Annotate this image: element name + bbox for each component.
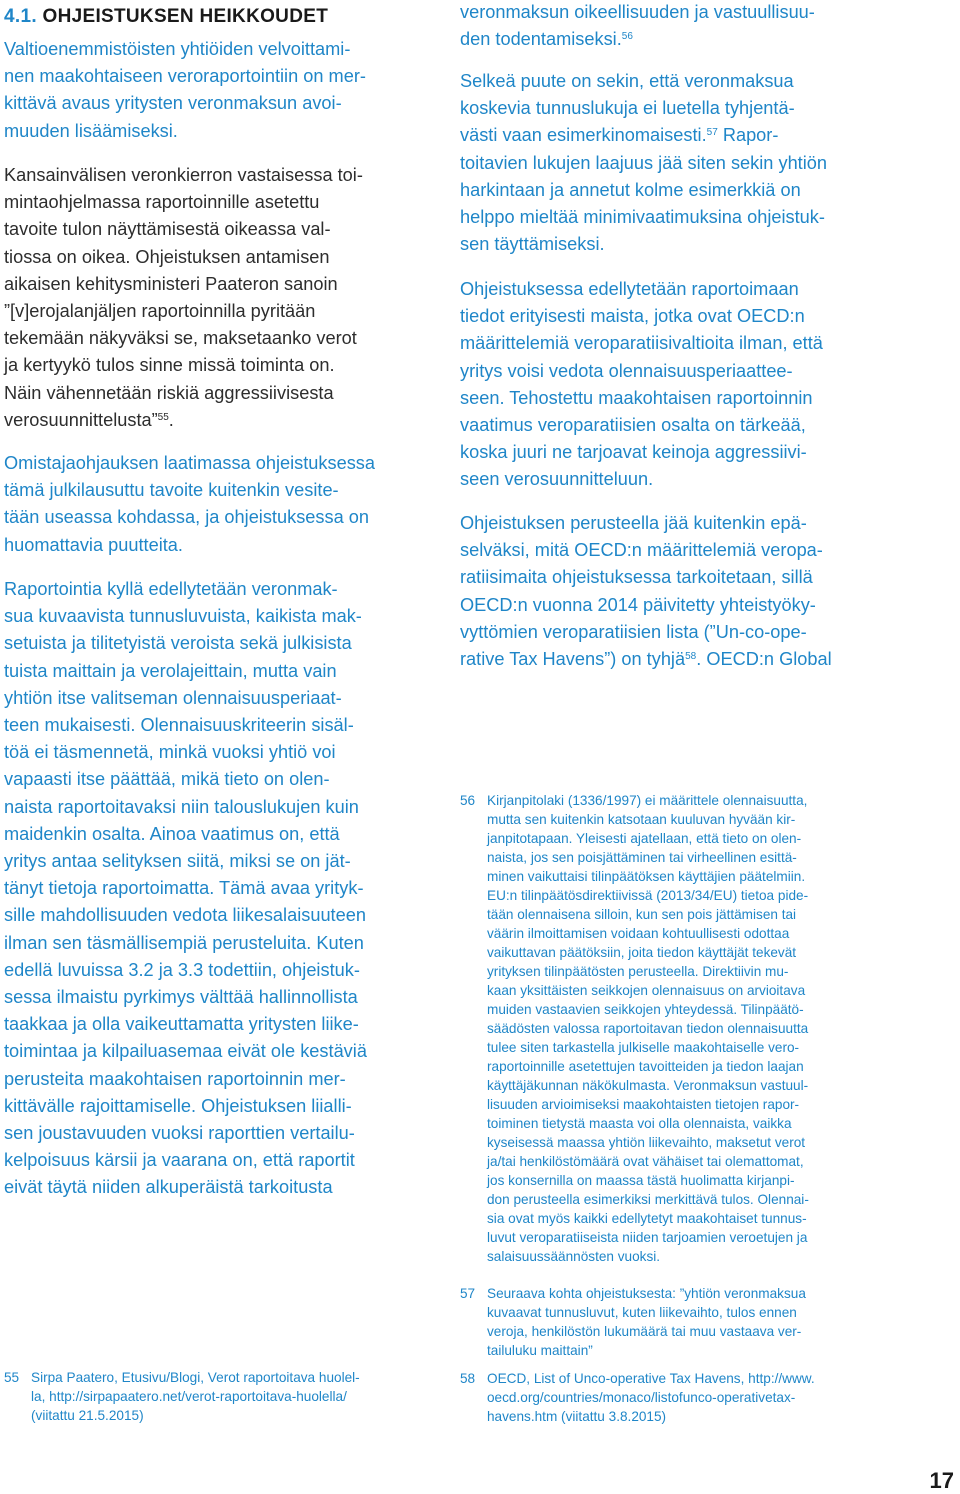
footnote-line: kaan yksittäisten seikkojen olennaisuus on arvioitava (487, 983, 806, 998)
text-line-content: tavoite tulon näyttämisestä oikeassa val- (4, 219, 331, 240)
text-line (4, 712, 367, 739)
text-line-content: tiossa on oikea. Ohjeistuksen antamisen (4, 246, 330, 267)
text-line (4, 407, 363, 434)
text-line (4, 984, 367, 1011)
text-after-ref: Rapor- (717, 125, 779, 146)
footnote-line: vaikuttavan päätöksiin, joita tiedon käyttäjät tekevät (487, 945, 797, 960)
page-number: 17 (929, 1468, 954, 1493)
text-line (460, 150, 827, 177)
footnote-text (487, 1284, 806, 1360)
text-line (4, 244, 363, 271)
text-line-content: ja kertyykö tulos sinne missä toiminta on. (4, 355, 335, 376)
footnote-line: salaisuussäännösten vuoksi. (487, 1249, 661, 1264)
text-line (4, 90, 366, 117)
text-line (460, 466, 823, 493)
footnote-line: Sirpa Paatero, Etusivu/Blogi, Verot raportoitava huolel- (31, 1370, 360, 1385)
text-line (460, 510, 832, 537)
footnote-text (487, 791, 809, 1266)
text-line-content: koskevia tunnuslukuja ei luetella tyhjentä- (460, 98, 795, 119)
text-line-content: Ohjeistuksessa edellytetään raportoimaan (460, 279, 799, 299)
text-line-content: muuden lisäämiseksi. (4, 120, 178, 141)
text-line (460, 537, 832, 564)
footnote-line: oecd.org/countries/monaco/listofunco-operativetax- (487, 1390, 796, 1405)
text-line (4, 957, 367, 984)
text-line-content: naista raportoitavaksi niin talouslukujen kuin (4, 796, 359, 817)
text-line-content: perusteita maakohtaisen raportoinnin mer- (4, 1068, 346, 1089)
footnote-line: naista, jos sen poisjättäminen tai virheellinen esittä- (487, 850, 797, 865)
text-line-content: Valtioenemmistöisten yhtiöiden velvoittami- (4, 39, 351, 59)
text-line (460, 592, 832, 619)
text-line (460, 412, 823, 439)
text-line-content: den todentamiseksi. (460, 29, 622, 50)
text-line-content: OECD:n vuonna 2014 päivitetty yhteistyöky- (460, 594, 816, 615)
text-line-content: tänyt tietoja raportoimatta. Tämä avaa yrityk- (4, 878, 364, 899)
text-line (4, 930, 367, 957)
footnote-line: havens.htm (viitattu 3.8.2015) (487, 1409, 667, 1424)
footnote-ref: 55 (157, 411, 169, 423)
footnote-line: muiden vastaavien seikkojen yhteydessä. Tilinpäätö- (487, 1002, 804, 1017)
footnote-number: 55 (4, 1370, 20, 1385)
footnote-line: kuvaavat tunnusluvut, kuten liikevaihto, tulos ennen (487, 1305, 797, 1320)
footnote-line: väärin ilmoittamisen voidaan kohtuullisesti odottaa (487, 926, 790, 941)
text-line (460, 276, 823, 303)
text-line-content: verosuunnittelusta” (4, 409, 158, 430)
text-line-content: setuista ja tilitetyistä veroista sekä julkisista (4, 633, 352, 654)
text-line-content: rative Tax Havens”) on tyhjä (460, 649, 686, 670)
paragraph (4, 576, 367, 1202)
text-line (460, 646, 832, 673)
footnote-line: Seuraava kohta ohjeistuksesta: ”yhtiön veronmaksua (487, 1286, 806, 1301)
text-line-content: yritys antaa selityksen siitä, miksi se on jät- (4, 851, 351, 872)
text-line-content: tekemään näkyväksi se, maksetaanko verot (4, 328, 357, 349)
footnote-line: EU:n tilinpäätösdirektiivissä (2013/34/EU) tietoa pide- (487, 888, 809, 903)
text-line-content: koska juuri ne tarjoavat keinoja aggressiivi- (460, 442, 807, 463)
text-line (4, 766, 367, 793)
text-line (460, 68, 827, 95)
text-line-content: ratiisimaita ohjeistuksessa tarkoitetaan, sillä (460, 567, 813, 588)
paragraph (460, 510, 832, 673)
text-line-content: töä ei täsmennetä, minkä vuoksi yhtiö voi (4, 742, 336, 763)
text-line (4, 450, 375, 477)
text-line (4, 477, 375, 504)
text-line-content: mintaohjelmassa raportoinnille asetettu (4, 192, 320, 213)
text-line (4, 685, 367, 712)
text-line (4, 576, 367, 603)
text-line-content: Näin vähennetään riskiä aggressiivisesta (4, 382, 334, 403)
text-line (4, 271, 363, 298)
footnote-line: don perusteella esimerkiksi merkittävä tulos. Olennai- (487, 1192, 809, 1207)
text-line (4, 848, 367, 875)
text-line (4, 118, 366, 145)
footnote-line: kyseisessä maassa yhtiön liikevaihto, maksetut verot (487, 1135, 806, 1150)
paragraph (4, 162, 363, 434)
text-line-content: Raportointia kyllä edellytetään veronmak- (4, 579, 338, 599)
text-line-content: tiedot erityisesti maista, jotka ovat OECD:n (460, 306, 805, 327)
text-line (4, 532, 375, 559)
footnote-line: yrityksen tilinpäätösten perusteella. Direktiivin mu- (487, 964, 789, 979)
text-line-content: harkintaan ja annetut kolme esimerkkiä on (460, 179, 801, 200)
footnote-line: sia ovat myös kaikki edellytetyt maakohtaiset tunnus- (487, 1211, 807, 1226)
text-line (4, 821, 367, 848)
text-line (460, 204, 827, 231)
text-line (4, 380, 363, 407)
text-line (4, 630, 367, 657)
text-line (4, 739, 367, 766)
footnote-line: tään olennaisena silloin, kun sen pois jättämisen tai (487, 907, 797, 922)
text-line-content: seen verosuunnitteluun. (460, 469, 654, 490)
text-line (4, 189, 363, 216)
footnote-line: veroja, henkilöstön lukumäärä tai muu vastaava ver- (487, 1324, 802, 1339)
text-line (4, 36, 366, 63)
footnote-line: luvut veroparatiiseista niiden tarjoamien veroetujen ja (487, 1230, 808, 1245)
text-line (4, 603, 367, 630)
text-line-content: eivät täytä niiden alkuperäistä tarkoitusta (4, 1177, 333, 1198)
paragraph (460, 68, 827, 258)
footnote-line: tulee siten tarkastella julkiselle maakohtaiselle vero- (487, 1040, 800, 1055)
text-line-content: teen mukaisesti. Olennaisuuskriteerin sisäl- (4, 715, 354, 736)
text-line-content: sille mahdollisuuden vedota liikesalaisuuteen (4, 905, 366, 926)
text-line (4, 1120, 367, 1147)
text-line-content: taakkaa ja olla vaikeuttamatta yritysten liike- (4, 1014, 359, 1035)
paragraph (460, 0, 815, 53)
text-line (4, 658, 367, 685)
text-line-content: toitavien lukujen laajuus jää siten sekin yhtiön (460, 152, 828, 173)
text-line-content: maidenkin osalta. Ainoa vaatimus on, että (4, 823, 340, 844)
footnote-line: säädösten valossa raportoitavan tiedon olennaisuutta (487, 1021, 809, 1036)
footnote-line: Kirjanpitolaki (1336/1997) ei määrittele olennaisuutta, (487, 793, 808, 808)
text-line-content: sua kuvaavista tunnusluvuista, kaikista mak- (4, 606, 362, 627)
text-line (4, 162, 363, 189)
section-title: OHJEISTUKSEN HEIKKOUDET (42, 6, 329, 27)
text-line-content: yritys voisi vedota olennaisuusperiaattee- (460, 360, 793, 381)
footnote-number: 58 (460, 1371, 476, 1386)
text-line (4, 298, 363, 325)
text-line-content: vaatimus veroparatiisien osalta on tärkeää, (460, 415, 806, 436)
text-line-content: sen täyttämiseksi. (460, 234, 605, 255)
section-heading (4, 6, 328, 28)
text-line-content: aikaisen kehitysministeri Paateron sanoin (4, 273, 338, 294)
text-line-content: edellä luvuissa 3.2 ja 3.3 todettiin, ohjeistuk- (4, 959, 360, 980)
footnote-line: toiminen tietystä maasta voi olla olennaista, vaikka (487, 1116, 792, 1131)
text-line-content: seen. Tehostettu maakohtaisen raportoinnin (460, 387, 813, 408)
text-line-content: tämä julkilausuttu tavoite kuitenkin vesite- (4, 480, 339, 501)
text-line (4, 504, 375, 531)
text-line-content: tuista maittain ja verolajeittain, mutta vain (4, 660, 337, 681)
text-line-content: veronmaksun oikeellisuuden ja vastuullisuu- (460, 2, 815, 22)
text-line-content: Omistajaohjauksen laatimassa ohjeistuksessa (4, 453, 376, 473)
text-line (460, 0, 815, 26)
text-line (4, 1093, 367, 1120)
text-line-content: västi vaan esimerkinomaisesti. (460, 125, 707, 146)
text-line-content: määrittelemiä veroparatiisivaltioita ilman, että (460, 333, 823, 354)
text-line-content: toimintaa ja kilpailuasemaa eivät ole kestäviä (4, 1041, 367, 1062)
footnote-ref: 58 (685, 651, 697, 663)
footnote-line: tailuluku maittain” (487, 1343, 593, 1358)
footnote-line: janpitotapaan. Yleisesti ajatellaan, että tieto on olen- (487, 831, 802, 846)
text-line-content: selväksi, mitä OECD:n määrittelemiä veropa- (460, 540, 823, 561)
text-line (460, 619, 832, 646)
text-line-content: kittävälle rajoittamiselle. Ohjeistuksen liialli- (4, 1095, 352, 1116)
text-line (460, 177, 827, 204)
text-line-content: nen maakohtaiseen veroraportointiin on mer- (4, 66, 366, 87)
paragraph (460, 276, 823, 494)
footnote-line: la, http://sirpapaatero.net/verot-raportoitava-huolella/ (31, 1389, 347, 1404)
text-line (4, 1038, 367, 1065)
text-line (4, 352, 363, 379)
text-line-content: kittävä avaus yritysten veronmaksun avoi- (4, 93, 342, 114)
footnote-line: minen vaikuttaisi tilinpäätöksen käyttäjien päätelmiin. (487, 869, 806, 884)
footnote-line: OECD, List of Unco-operative Tax Havens, http://www. (487, 1371, 815, 1386)
paragraph (4, 450, 375, 559)
text-line (460, 564, 832, 591)
text-line-content: Ohjeistuksen perusteella jää kuitenkin epä- (460, 513, 807, 533)
text-line-content: ”[v]erojalanjäljen raportoinnilla pyritään (4, 301, 316, 322)
footnote-ref: 57 (706, 127, 718, 139)
text-line-content: tään useassa kohdassa, ja ohjeistuksessa on (4, 507, 369, 528)
footnote-line: raportoinnille asetettujen tavoitteiden ja tiedon laajan (487, 1059, 804, 1074)
text-line (460, 231, 827, 258)
text-line-content: sen joustavuuden vuoksi raporttien vertailu- (4, 1123, 355, 1144)
text-line-content: vyttömien veroparatiisien lista (”Un-co-ope- (460, 621, 807, 642)
text-line (4, 325, 363, 352)
footnote-line: käyttäjäkunnan näkökulmasta. Veronmaksun vastuul- (487, 1078, 809, 1093)
text-line (4, 794, 367, 821)
text-line (4, 875, 367, 902)
footnote-number: 57 (460, 1286, 476, 1301)
footnote-number: 56 (460, 793, 476, 808)
text-line (460, 385, 823, 412)
text-line (4, 1011, 367, 1038)
text-line (460, 439, 823, 466)
section-number: 4.1. (4, 6, 37, 27)
text-line (460, 330, 823, 357)
text-line (460, 122, 827, 149)
text-after-ref: . OECD:n Global (696, 649, 832, 670)
text-line (4, 63, 366, 90)
text-line-content: sessa ilmaistu pyrkimys välttää hallinnollista (4, 987, 358, 1008)
text-line-content: Kansainvälisen veronkierron vastaisessa toi- (4, 165, 363, 185)
footnote-line: (viitattu 21.5.2015) (31, 1408, 144, 1423)
footnote-line: jos konsernilla on maassa tästä huolimatta kirjanpi- (487, 1173, 795, 1188)
footnote-line: mutta sen kuitenkin katsotaan kuuluvan hyvään kir- (487, 812, 796, 827)
footnote-line: ja/tai henkilöstömäärä ovat vähäiset tai olemattomat, (487, 1154, 804, 1169)
text-line-content: yhtiön itse valitseman olennaisuusperiaat- (4, 687, 342, 708)
text-line-content: helppo mieltää minimivaatimuksina ohjeistuk- (460, 207, 825, 228)
text-line-content: huomattavia puutteita. (4, 534, 183, 555)
text-line (460, 95, 827, 122)
text-line (4, 1174, 367, 1201)
text-line-content: Selkeä puute on sekin, että veronmaksua (460, 71, 794, 91)
footnote-text (31, 1368, 360, 1425)
text-after-ref: . (168, 409, 174, 430)
text-line (4, 1147, 367, 1174)
footnote-line: lisuuden arvioimiseksi maakohtaisten tietojen rapor- (487, 1097, 800, 1112)
text-line (4, 1066, 367, 1093)
text-line-content: kelpoisuus kärsii ja vaarana on, että raportit (4, 1150, 355, 1171)
text-line-content: ilman sen täsmällisempiä perusteluita. Kuten (4, 932, 364, 953)
footnote-text (487, 1369, 815, 1426)
paragraph (4, 36, 366, 145)
text-line (4, 902, 367, 929)
text-line-content: vapaasti itse päättää, mikä tieto on olen- (4, 769, 330, 790)
text-line (460, 358, 823, 385)
footnote-ref: 56 (621, 31, 633, 43)
text-line (4, 216, 363, 243)
text-line (460, 303, 823, 330)
text-line (460, 26, 815, 53)
